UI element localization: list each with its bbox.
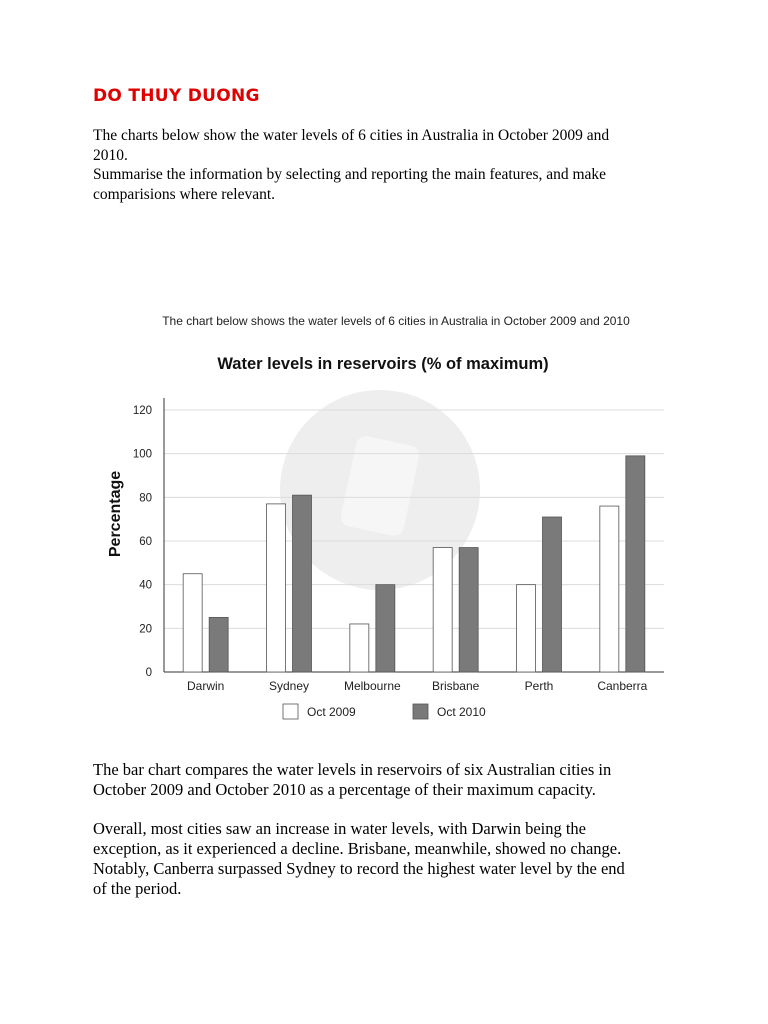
y-axis-ticks: [133, 405, 152, 679]
task-prompt: [93, 126, 683, 204]
author-name: DO THUY DUONG: [93, 86, 260, 106]
legend-label: Oct 2010: [437, 705, 486, 719]
bar-oct-2010: [459, 548, 478, 672]
chart-title: Water levels in reservoirs (% of maximum): [217, 355, 549, 373]
bar-oct-2009: [183, 574, 202, 672]
essay-paragraph-intro: [93, 760, 693, 800]
y-tick-label: 20: [139, 623, 152, 636]
essay-line: Overall, most cities saw an increase in water levels, with Darwin being the: [93, 819, 587, 838]
legend: [283, 704, 486, 719]
bar-chart: [100, 300, 680, 730]
y-tick-label: 0: [145, 667, 152, 679]
x-tick-label: Canberra: [597, 679, 648, 693]
essay-paragraph-overview: [93, 819, 693, 899]
bar-oct-2010: [293, 495, 312, 672]
prompt-line: comparisions where relevant.: [93, 185, 276, 203]
bar-oct-2010: [626, 456, 645, 672]
y-axis-label: Percentage: [107, 470, 124, 558]
essay-line: October 2009 and October 2010 as a percentage of their maximum capacity.: [93, 780, 596, 799]
essay-line: Notably, Canberra surpassed Sydney to record the highest water level by the end: [93, 859, 625, 878]
essay-line: exception, as it experienced a decline. Brisbane, meanwhile, showed no change.: [93, 839, 622, 858]
bar-oct-2010: [543, 517, 562, 672]
bar-oct-2010: [209, 617, 228, 672]
bar-oct-2009: [517, 585, 536, 672]
bar-oct-2009: [267, 504, 286, 672]
x-tick-label: Sydney: [268, 679, 310, 693]
chart-svg: [100, 300, 680, 730]
bar-oct-2009: [433, 548, 452, 672]
chart-caption: The chart below shows the water levels of 6 cities in Australia in October 2009 and 2010: [162, 314, 630, 328]
y-tick-label: 40: [139, 579, 152, 592]
y-tick-label: 120: [132, 405, 152, 417]
legend-swatch: [413, 704, 428, 719]
y-tick-label: 100: [132, 448, 152, 461]
x-tick-label: Darwin: [186, 679, 225, 693]
prompt-line: 2010.: [93, 146, 128, 164]
essay-line: of the period.: [93, 879, 182, 898]
legend-swatch: [283, 704, 298, 719]
y-tick-label: 80: [139, 492, 152, 505]
essay-line: The bar chart compares the water levels in reservoirs of six Australian cities in: [93, 760, 612, 779]
x-tick-label: Brisbane: [431, 679, 480, 693]
x-axis-ticks: [187, 679, 648, 693]
prompt-line: Summarise the information by selecting and reporting the main features, and make: [93, 166, 607, 183]
legend-label: Oct 2009: [307, 705, 356, 719]
x-tick-label: Melbourne: [343, 679, 401, 693]
bar-oct-2010: [376, 585, 395, 672]
y-tick-label: 60: [139, 536, 152, 548]
prompt-line: The charts below show the water levels of 6 cities in Australia in October 2009 and: [93, 127, 610, 144]
bar-oct-2009: [350, 624, 369, 672]
bar-oct-2009: [600, 506, 619, 672]
x-tick-label: Perth: [524, 679, 554, 693]
